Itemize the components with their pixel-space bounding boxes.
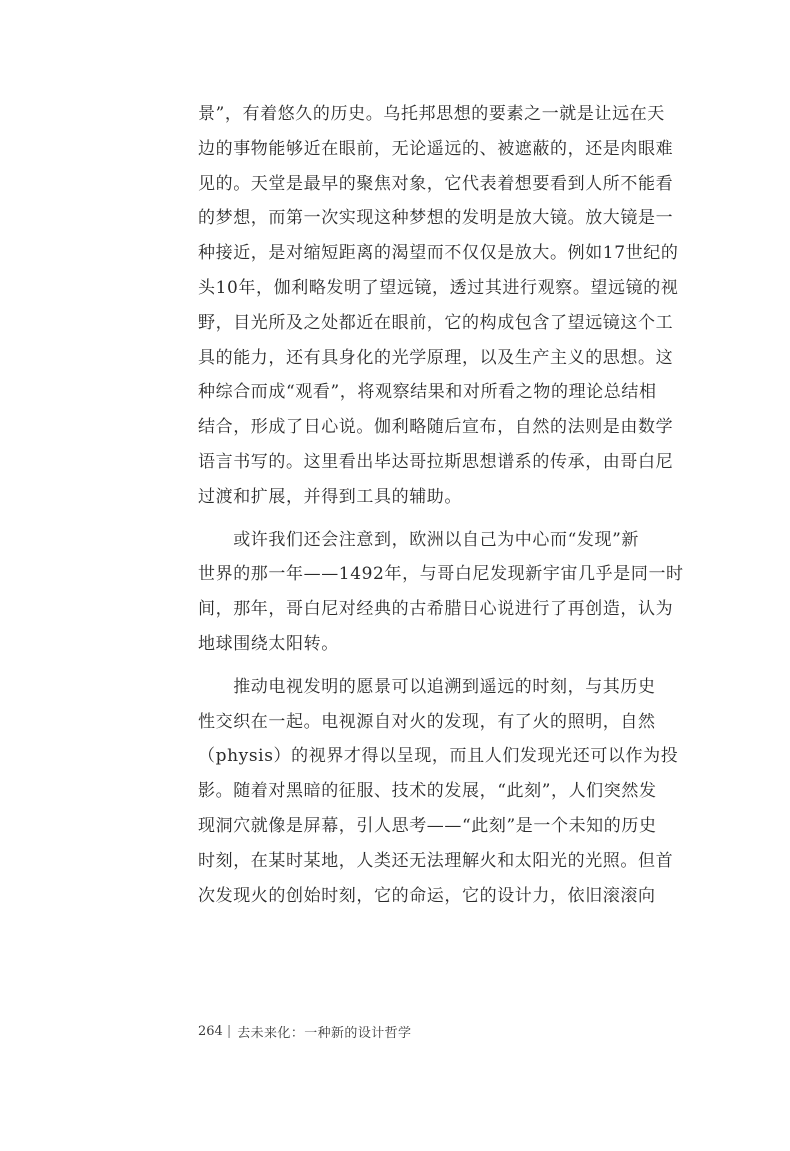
text-line: 次发现火的创始时刻，它的命运，它的设计力，依旧滚滚向	[198, 885, 656, 906]
paragraph-gap	[198, 662, 698, 670]
text-line: 现洞穴就像是屏幕，引人思考——“此刻”是一个未知的历史	[198, 815, 657, 836]
text-line: 时刻，在某时某地，人类还无法理解火和太阳光的光照。但首	[198, 850, 674, 871]
text-line: 影。随着对黑暗的征服、技术的发展，“此刻”，人们突然发	[198, 781, 657, 802]
text-line: 间，那年，哥白尼对经典的古希腊日心说进行了再创造，认为	[198, 599, 674, 620]
paragraph-gap	[198, 515, 698, 523]
footer-separator: |	[226, 1023, 232, 1039]
body-text	[198, 97, 698, 913]
page-number: 264	[198, 1023, 223, 1039]
text-line: 结合，形成了日心说。伽利略随后宣布，自然的法则是由数学	[198, 417, 674, 438]
text-line: 性交织在一起。电视源自对火的发现，有了火的照明，自然	[198, 711, 656, 732]
text-line: （physis）的视界才得以呈现，而且人们发现光还可以作为投	[198, 746, 679, 767]
paragraph-1	[198, 97, 698, 515]
paragraph-2	[198, 523, 698, 662]
text-line: 世界的那一年——1492年，与哥白尼发现新宇宙几乎是同一时	[198, 564, 684, 585]
text-line: 种接近，是对缩短距离的渴望而不仅仅是放大。例如17世纪的	[198, 243, 679, 264]
text-line: 头10年，伽利略发明了望远镜，透过其进行观察。望远镜的视	[198, 277, 679, 298]
text-line: 地球围绕太阳转。	[198, 633, 339, 654]
text-line: 种综合而成“观看”，将观察结果和对所看之物的理论总结相	[198, 382, 657, 403]
text-line: 具的能力，还有具身化的光学原理，以及生产主义的思想。这	[198, 347, 674, 368]
text-line: 推动电视发明的愿景可以追溯到遥远的时刻，与其历史	[198, 676, 656, 697]
text-line: 过渡和扩展，并得到工具的辅助。	[198, 486, 462, 507]
text-line: 见的。天堂是最早的聚焦对象，它代表着想要看到人所不能看	[198, 173, 674, 194]
book-title: 去未来化：一种新的设计哲学	[237, 1025, 412, 1041]
text-line: 野，目光所及之处都近在眼前，它的构成包含了望远镜这个工	[198, 312, 674, 333]
text-line: 景”，有着悠久的历史。乌托邦思想的要素之一就是让远在天	[198, 104, 665, 124]
text-line: 或许我们还会注意到，欧洲以自己为中心而“发现”新	[198, 529, 639, 550]
paragraph-3	[198, 670, 698, 914]
text-line: 边的事物能够近在眼前，无论遥远的、被遮蔽的，还是肉眼难	[198, 138, 674, 159]
page-footer	[198, 1020, 411, 1042]
text-line: 的梦想，而第一次实现这种梦想的发明是放大镜。放大镜是一	[198, 208, 674, 229]
text-line: 语言书写的。这里看出毕达哥拉斯思想谱系的传承，由哥白尼	[198, 451, 674, 472]
